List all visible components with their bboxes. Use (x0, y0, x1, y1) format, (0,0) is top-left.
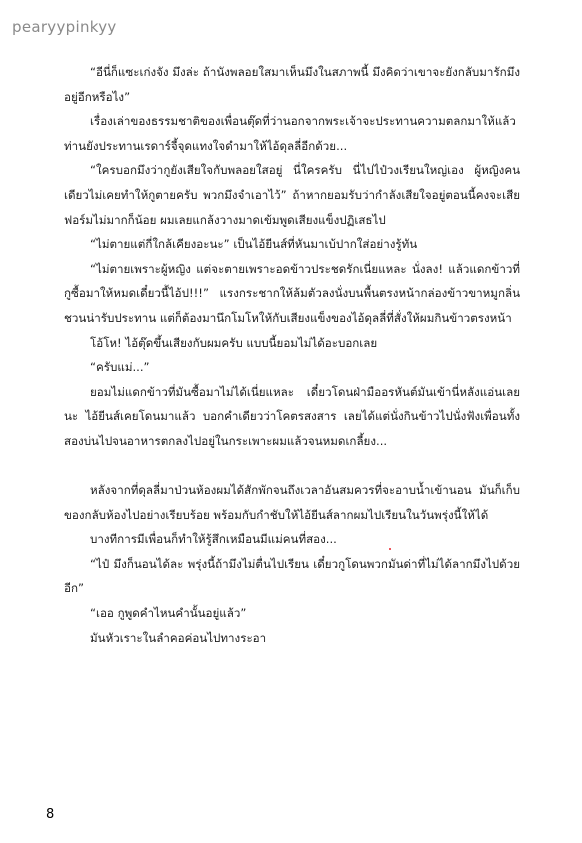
stray-mark (389, 548, 391, 550)
paragraph: “ไม่ตายแต่กี่ใกล้เคียงอะนะ” เป็นไอ้ยีนส์ที่หันมาเบ้ปากใส่อย่างรู้ทัน (90, 237, 418, 252)
paragraph: “อีนี่ก็แซะเก่งจัง มึงล่ะ ถ้านังพลอยใสมาเห็นมึงในสภาพนี้ มึงคิดว่าเขาจะยังกลับมารักมึงอยู่อีกหรือไง” (64, 65, 520, 104)
paragraph: “เออ กูพูดคำไหนคำนั้นอยู่แล้ว” (90, 606, 247, 621)
paragraph: เรื่องเล่าของธรรมชาติของเพื่อนตุ๊ดที่ว่านอกจากพระเจ้าจะประทานความตลกมาให้แล้ว ท่านยังประทานเรดาร์จี้จุดแทงใจดำมาให้ไอ้ดุลลี่อีกด้วย... (64, 114, 516, 153)
paragraph: ยอมไม่แดกข้าวที่มันซื้อมาไม่ได้เนี่ยแหละ เดี๋ยวโดนฝ่ามืออรหันต์มันเข้านี่หลังแอ่นเลยนะ ไอ้ยีนส์เคยโดนมาแล้ว บอกคำเดียวว่าโคตรสงสาร เลยได้แต่นั่งกินข้าวไปนั่งฟังเพื่อนทั้งสองบ่นไปจนอาหารตกลงไปอยู่ในกระเพาะผมแล้วจนหมดเกลี้ยง... (64, 384, 520, 448)
paragraph: “ครับแม่...” (90, 360, 150, 375)
paragraph: “ไม่ตายเพราะผู้หญิง แต่จะตายเพราะอดข้าวประชดรักเนี่ยแหละ นั่งลง! แล้วแดกข้าวที่กูซื้อมาให้หมดเดี๋ยวนี้ไอ้ป!!!” แรงกระชากให้ล้มตัวลงนั่งบนพื้นตรงหน้ากล่องข้าวขาหมูกลิ่นชวนน่ารับประทาน แต่ก็ต้องมานึกโมโหให้กับเสียงแข็งของไอ้ดุลลี่ที่สั่งให้ผมกินข้าวตรงหน้า (64, 261, 520, 325)
brand-watermark: pearyypinkyy (12, 18, 117, 36)
paragraph: โอ้โห! ไอ้ตุ๊ดขึ้นเสียงกับผมครับ แบบนี้ยอมไม่ได้อะบอกเลย (90, 335, 378, 350)
paragraph: หลังจากที่ดุลลี่มาป่วนห้องผมได้สักพักจนถึงเวลาอันสมควรที่จะอาบน้ำเข้านอน มันก็เก็บของกลับห้องไปอย่างเรียบร้อย พร้อมกับกำชับให้ไอ้ยีนส์ลากผมไปเรียนในวันพรุ่งนี้ให้ได้ (64, 483, 520, 522)
paragraph: บางทีการมีเพื่อนก็ทำให้รู้สึกเหมือนมีแม่คนที่สอง... (90, 532, 337, 547)
paragraph: “ใครบอกมึงว่ากูยังเสียใจกับพลอยใสอยู่ นี่ใครครับ นี่ไปไป๋วงเรียนใหญ่เอง ผู้หญิงคนเดียวไม่เคยทำให้กูตายครับ พวกมึงจำเอาไว้” ถ้าหากยอมรับว่ากำลังเสียใจอยู่ตอนนี้คงจะเสียฟอร์มไม่มากก็น้อย ผมเลยแกล้งวางมาดเข้มพูดเสียงแข็งปฏิเสธไป (64, 163, 520, 227)
paragraph: มันหัวเราะในลำคอค่อนไปทางระอา (90, 630, 267, 645)
story-text (64, 60, 520, 650)
paragraph: “ไป๋ มึงก็นอนได้ละ พรุ่งนี้ถ้ามึงไม่ตื่นไปเรียน เดี๋ยวกูโดนพวกมันด่าที่ไม่ได้ลากมึงไปด้วยอีก” (64, 556, 520, 596)
page-number: 8 (46, 807, 55, 822)
scene-break (64, 454, 520, 479)
